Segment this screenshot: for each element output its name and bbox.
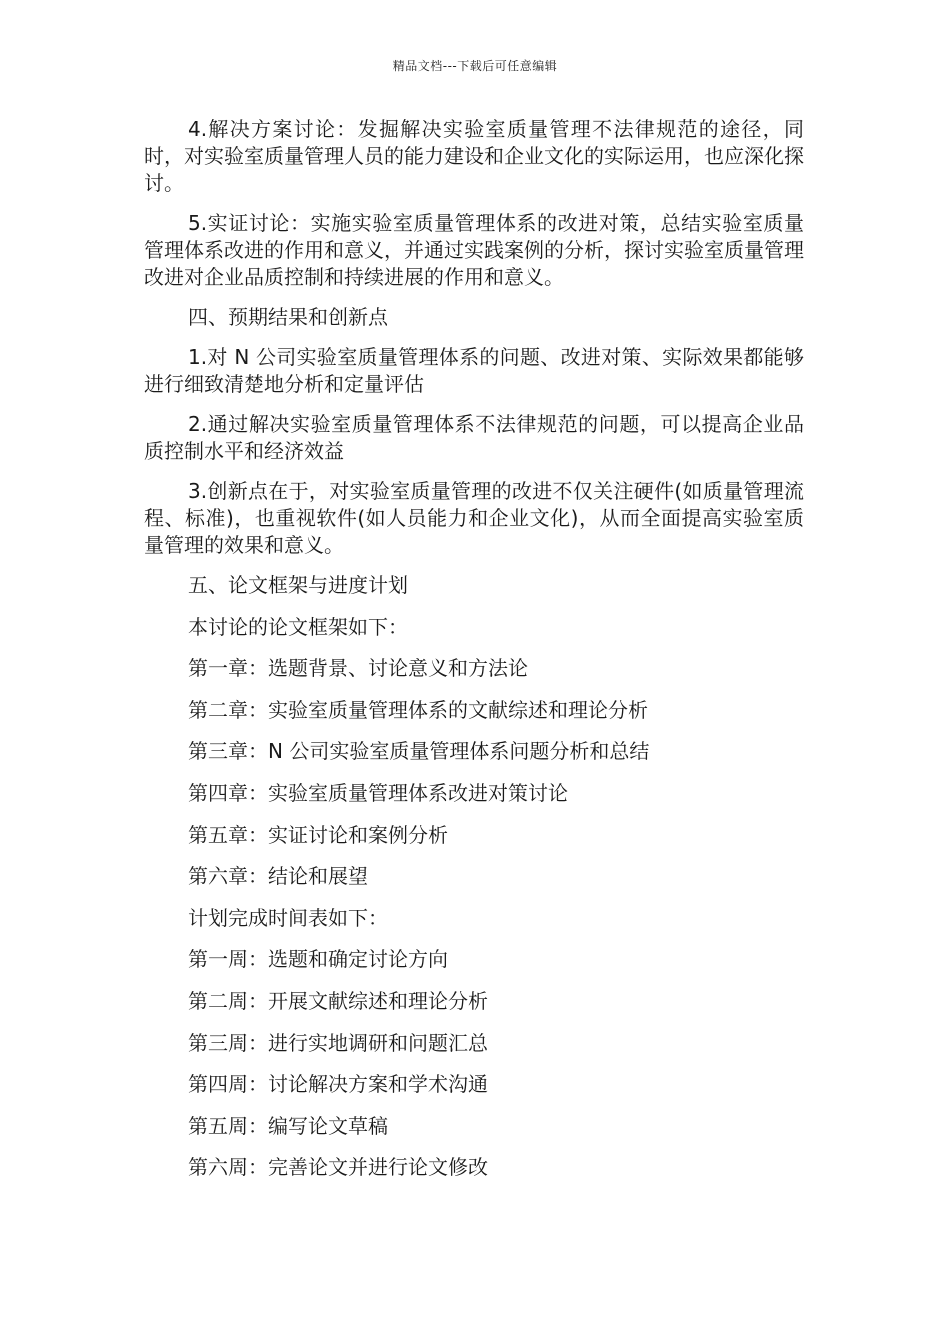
- chapter-item: 第五章：实证讨论和案例分析: [188, 822, 448, 847]
- chapter-item: 第二章：实验室质量管理体系的文献综述和理论分析: [188, 697, 648, 722]
- chapter-item: 第六章：结论和展望: [188, 864, 368, 889]
- section-heading-framework: 五、论文框架与进度计划: [188, 573, 408, 597]
- paragraph-solution-discussion: 4.解决方案讨论：发掘解决实验室质量管理不法律规范的途径，同时，对实验室质量管理人员的能力建设和企业文化的实际运用，也应深化探讨。: [144, 117, 804, 195]
- schedule-intro: 计划完成时间表如下：: [188, 905, 388, 930]
- schedule-item: 第四周：讨论解决方案和学术沟通: [188, 1072, 488, 1097]
- schedule-item: 第六周：完善论文并进行论文修改: [188, 1155, 488, 1180]
- section-heading-expected-results: 四、预期结果和创新点: [188, 305, 388, 329]
- page-header: 精品文档---下载后可任意编辑: [392, 59, 558, 73]
- schedule-item: 第二周：开展文献综述和理论分析: [188, 988, 488, 1013]
- schedule-item: 第一周：选题和确定讨论方向: [188, 947, 448, 972]
- chapter-item: 第一章：选题背景、讨论意义和方法论: [188, 656, 528, 681]
- chapter-item: 第四章：实验室质量管理体系改进对策讨论: [188, 780, 568, 805]
- paragraph-result-2: 2.通过解决实验室质量管理体系不法律规范的问题，可以提高企业品质控制水平和经济效益: [144, 412, 804, 463]
- document-body: [144, 116, 804, 1196]
- chapter-item: 第三章：N 公司实验室质量管理体系问题分析和总结: [188, 739, 650, 764]
- paragraph-empirical-discussion: 5.实证讨论：实施实验室质量管理体系的改进对策，总结实验室质量管理体系改进的作用和意义，并通过实践案例的分析，探讨实验室质量管理改进对企业品质控制和持续进展的作用和意义。: [144, 211, 804, 289]
- paragraph-innovation: 3.创新点在于，对实验室质量管理的改进不仅关注硬件(如质量管理流程、标准)，也重视软件(如人员能力和企业文化)，从而全面提高实验室质量管理的效果和意义。: [144, 479, 804, 557]
- framework-intro: 本讨论的论文框架如下：: [188, 614, 408, 639]
- paragraph-result-1: 1.对 N 公司实验室质量管理体系的问题、改进对策、实际效果都能够进行细致清楚地分析和定量评估: [144, 345, 804, 396]
- schedule-item: 第五周：编写论文草稿: [188, 1113, 388, 1138]
- schedule-item: 第三周：进行实地调研和问题汇总: [188, 1030, 488, 1055]
